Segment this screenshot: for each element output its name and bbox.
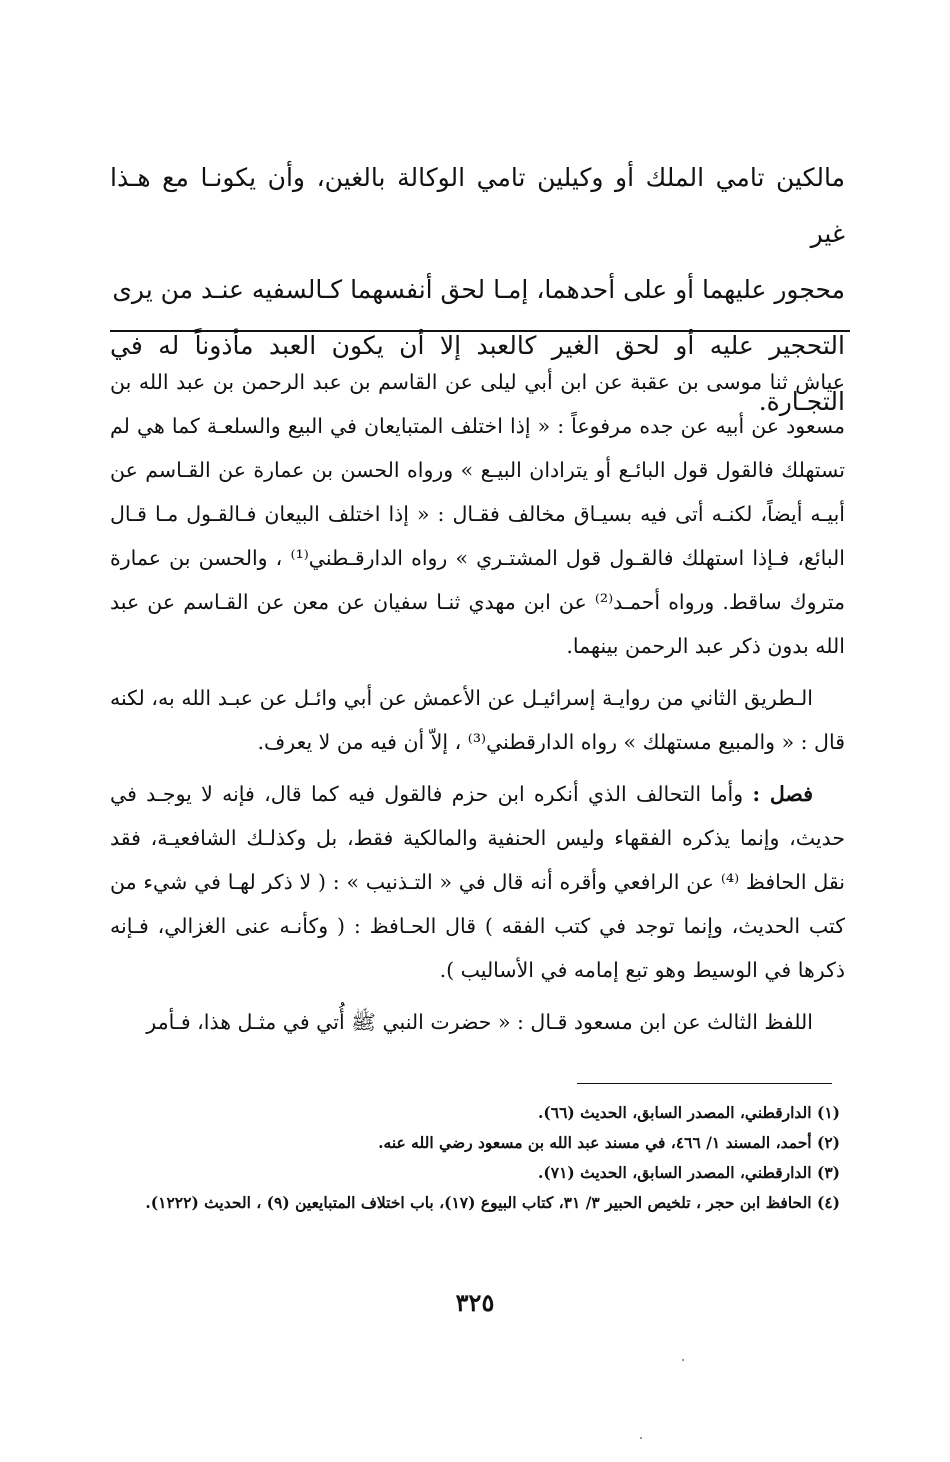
commentary-paragraph: اللفظ الثالث عن ابن مسعود قـال : « حضرت النبي ﷺ أُتي في مثـل هذا، فـأمر <box>146 1010 813 1034</box>
footnote-divider <box>577 1083 832 1084</box>
main-text-line: التحجير عليه أو لحق الغير كالعبد إلا أن يكون العبد مأذوناً له في التجـارة. <box>110 331 845 416</box>
footnote: (٣) الدارقطني، المصدر السابق، الحديث (٧١). <box>538 1163 840 1182</box>
commentary-paragraph-text: وأما التحالف الذي أنكره ابن حزم فالقول فيه كما قال، فإنه لا يوجـد في حديث، وإنما يذكره الفقهاء وليس الحنفية والمالكية فقط، بل وكذلـك الشافعيـة، فقد نقل الحافظ ⁽⁴⁾ عن الرافعي وأقره أنه قال في « التـذنيب » : ( لا ذكر لهـا في شيء من كتب الحديث، وإنما توجد في كتب الفقه ) قال الحـافظ : ( وكأنـه عنى الغزالي، فـإنه ذكرها في الوسيط وهو تبع إمامه في الأساليب ). <box>110 782 845 982</box>
commentary <box>110 360 845 1052</box>
footnotes <box>100 1098 840 1218</box>
commentary-paragraph: الـطريق الثاني من روايـة إسرائيـل عن الأعمش عن أبي وائـل عن عبـد الله به، لكنه قال : « والمبيع مستهلك » رواه الدارقطني⁽³⁾ ، إلاّ أن فيه من لا يعرف. <box>110 686 845 754</box>
page-number: ٣٢٥ <box>455 1288 495 1317</box>
commentary-paragraph <box>110 772 845 992</box>
section-label: فصل : <box>752 782 813 806</box>
footnote: (١) الدارقطني، المصدر السابق، الحديث (٦٦). <box>538 1103 840 1122</box>
main-text-line: محجور عليهما أو على أحدهما، إمـا لحق أنفسهما كـالسفيه عنـد من يرى <box>112 275 845 304</box>
section-divider <box>110 330 850 332</box>
scan-speck <box>640 1437 642 1439</box>
footnote: (٤) الحافظ ابن حجر ، تلخيص الحبير ٣/ ٣١، كتاب البيوع (١٧)، باب اختلاف المتبايعين (٩) ، الحديث (١٢٢٢). <box>145 1193 840 1212</box>
main-text-line: مالكين تامي الملك أو وكيلين تامي الوكالة بالغين، وأن يكونـا مع هـذا غير <box>110 163 845 248</box>
footnote: (٢) أحمد، المسند ١/ ٤٦٦، في مسند عبد الله بن مسعود رضي الله عنه. <box>378 1133 840 1152</box>
commentary-paragraph: عياش ثنا موسى بن عقبة عن ابن أبي ليلى عن القاسم بن عبد الرحمن بن عبد الله بن مسعود عن أبيه عن جده مرفوعاً : « إذا اختلف المتبايعان في البيع والسلعـة كما هي لم تستهلك فالقول قول البائـع أو يترادان البيـع » ورواه الحسن بن عمارة عن القـاسم عن أبيـه أيضاً، لكنـه أتى فيه بسيـاق مخالف فقـال : « إذا اختلف البيعان فـالقـول مـا قـال البائع، فـإذا استهلك فالقـول قول المشتـري » رواه الدارقـطني⁽¹⁾ ، والحسن بن عمارة متروك ساقط. ورواه أحمـد⁽²⁾ عن ابن مهدي ثنـا سفيان عن معن عن القـاسم عن عبد الله بدون ذكر عبد الرحمن بينهما. <box>110 370 845 658</box>
scan-speck <box>682 1359 684 1361</box>
